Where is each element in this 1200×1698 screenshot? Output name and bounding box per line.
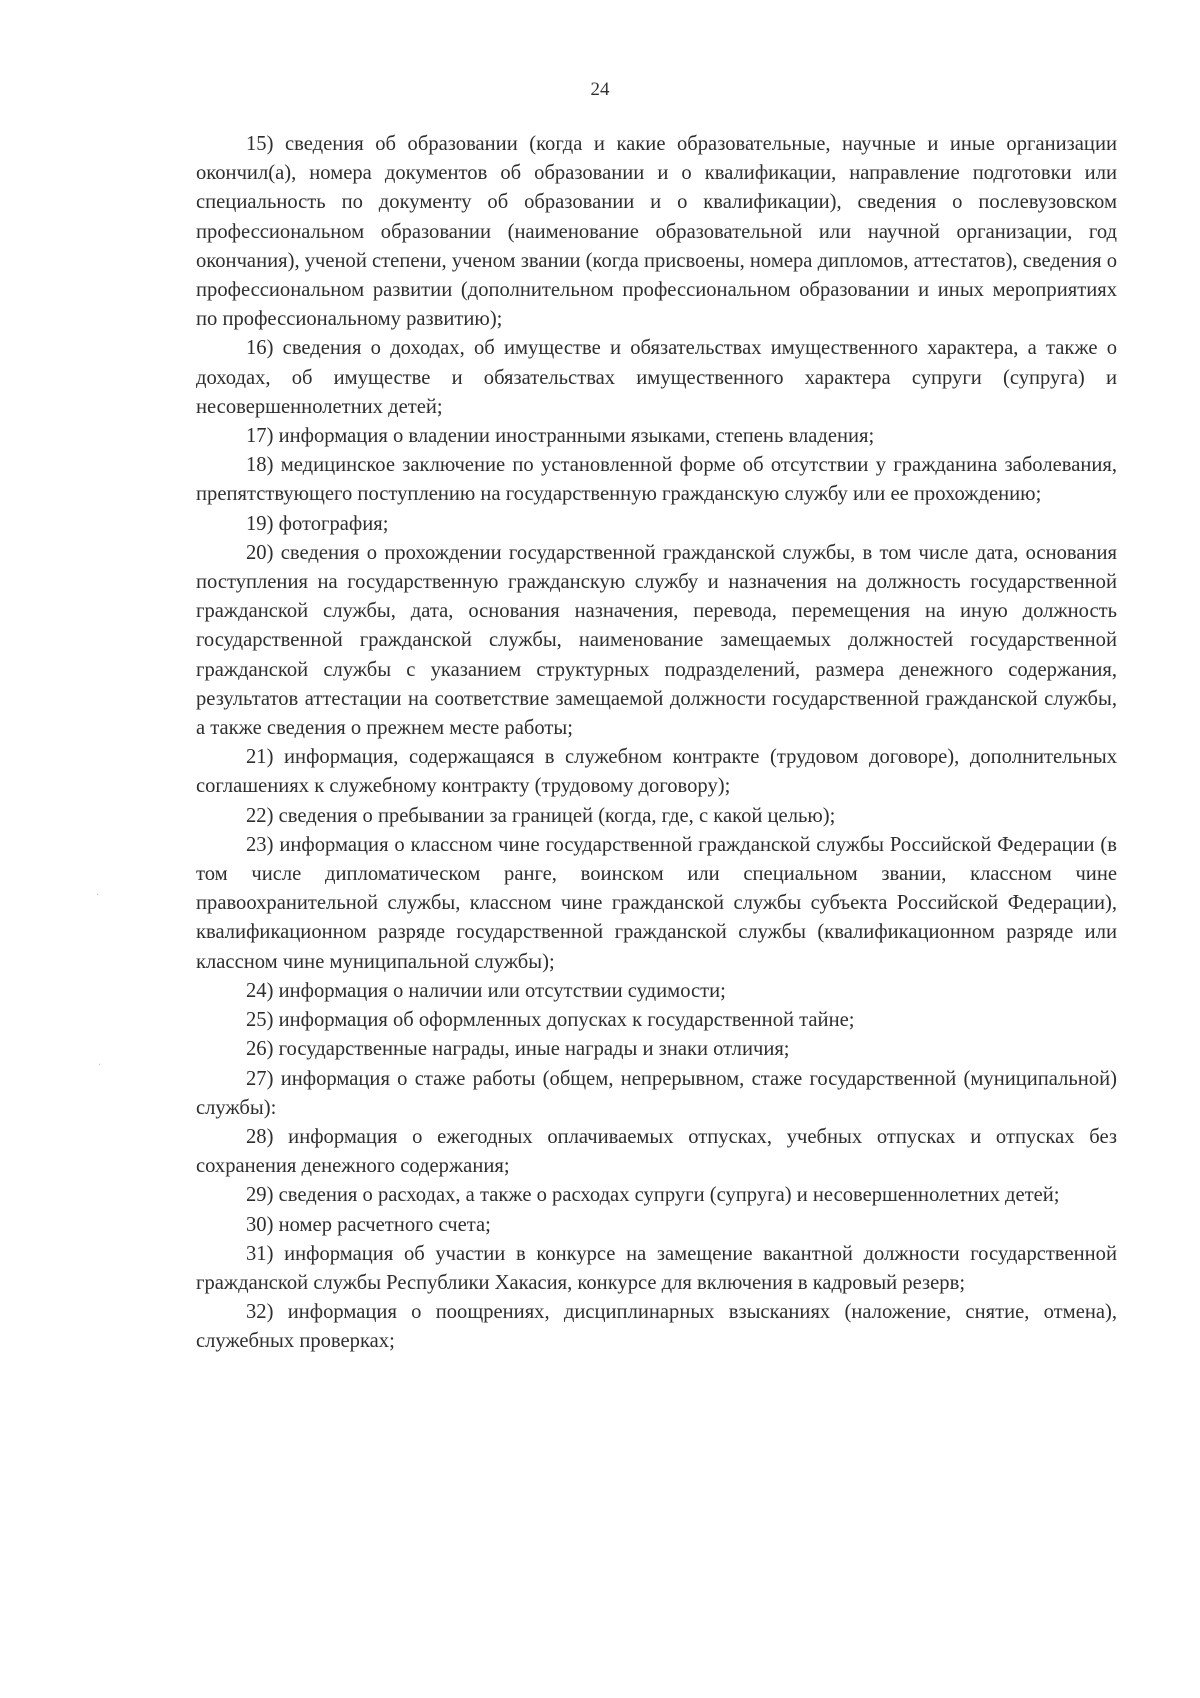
list-item: 29) сведения о расходах, а также о расходах супруги (супруга) и несовершеннолетних детей;: [246, 1184, 1060, 1207]
list-item: 25) информация об оформленных допусках к государственной тайне;: [246, 1009, 855, 1032]
list-item: 30) номер расчетного счета;: [246, 1213, 491, 1236]
list-item: 18) медицинское заключение по установленной форме об отсутствии у гражданина заболевания, препятствующего поступлению на государственную гражданскую службу или ее прохождению;: [196, 454, 1117, 506]
list-item: 20) сведения о прохождении государственной гражданской службы, в том числе дата, основания поступления на государственную гражданскую службу и назначения на должность государственной гражданской службы, дата, основания назначения, перевода, перемещения на иную должность государственной гражданской службы, наименование замещаемых должностей государственной гражданской службы с указанием структурных подразделений, размера денежного содержания, результатов аттестации на соответствие замещаемой должности государственной гражданской службы, а также сведения о прежнем месте работы;: [196, 541, 1117, 740]
list-item: 27) информация о стаже работы (общем, непрерывном, стаже государственной (муниципальной) службы):: [196, 1067, 1117, 1119]
list-item: 26) государственные награды, иные награды и знаки отличия;: [246, 1038, 790, 1061]
list-item: 24) информация о наличии или отсутствии судимости;: [246, 979, 726, 1002]
document-body: [196, 130, 1117, 1357]
list-item: 28) информация о ежегодных оплачиваемых отпусках, учебных отпусках и отпусках без сохранения денежного содержания;: [196, 1125, 1117, 1178]
list-item: 16) сведения о доходах, об имуществе и обязательствах имущественного характера, а также о доходах, об имуществе и обязательствах имущественного характера супруги (супруга) и несовершеннолетних детей;: [196, 337, 1117, 418]
list-item: 23) информация о классном чине государственной гражданской службы Российской Федерации (в том числе дипломатическом ранге, воинском или специальном звании, классном чине правоохранительной службы, классном чине гражданской службы субъекта Российской Федерации), квалификационном разряде государственной гражданской службы (квалификационном разряде или классном чине муниципальной службы);: [196, 833, 1117, 973]
list-item: 15) сведения об образовании (когда и какие образовательные, научные и иные организации окончил(а), номера документов об образовании и о квалификации, направление подготовки или специальность по документу об образовании и о квалификации), сведения о послевузовском профессиональном образовании (наименование образовательной или научной организации, год окончания), ученой степени, ученом звании (когда присвоены, номера дипломов, аттестатов), сведения о профессиональном развитии (дополнительном профессиональном образовании и иных мероприятиях по профессиональному развитию);: [196, 133, 1117, 331]
list-item: 17) информация о владении иностранными языками, степень владения;: [246, 425, 875, 448]
list-item: 22) сведения о пребывании за границей (когда, где, с какой целью);: [246, 804, 836, 827]
list-item: 21) информация, содержащаяся в служебном контракте (трудовом договоре), дополнительных соглашениях к служебному контракту (трудовому договору);: [196, 746, 1117, 798]
page-number: 24: [590, 79, 610, 100]
list-item: 31) информация об участии в конкурсе на замещение вакантной должности государственной гражданской службы Республики Хакасия, конкурсе для включения в кадровый резерв;: [196, 1242, 1117, 1294]
scan-artifact: ·: [98, 1060, 102, 1071]
list-item: 32) информация о поощрениях, дисциплинарных взысканиях (наложение, снятие, отмена), служебных проверках;: [196, 1301, 1117, 1353]
list-item: 19) фотография;: [246, 512, 389, 535]
scan-artifact: ·: [96, 890, 100, 901]
